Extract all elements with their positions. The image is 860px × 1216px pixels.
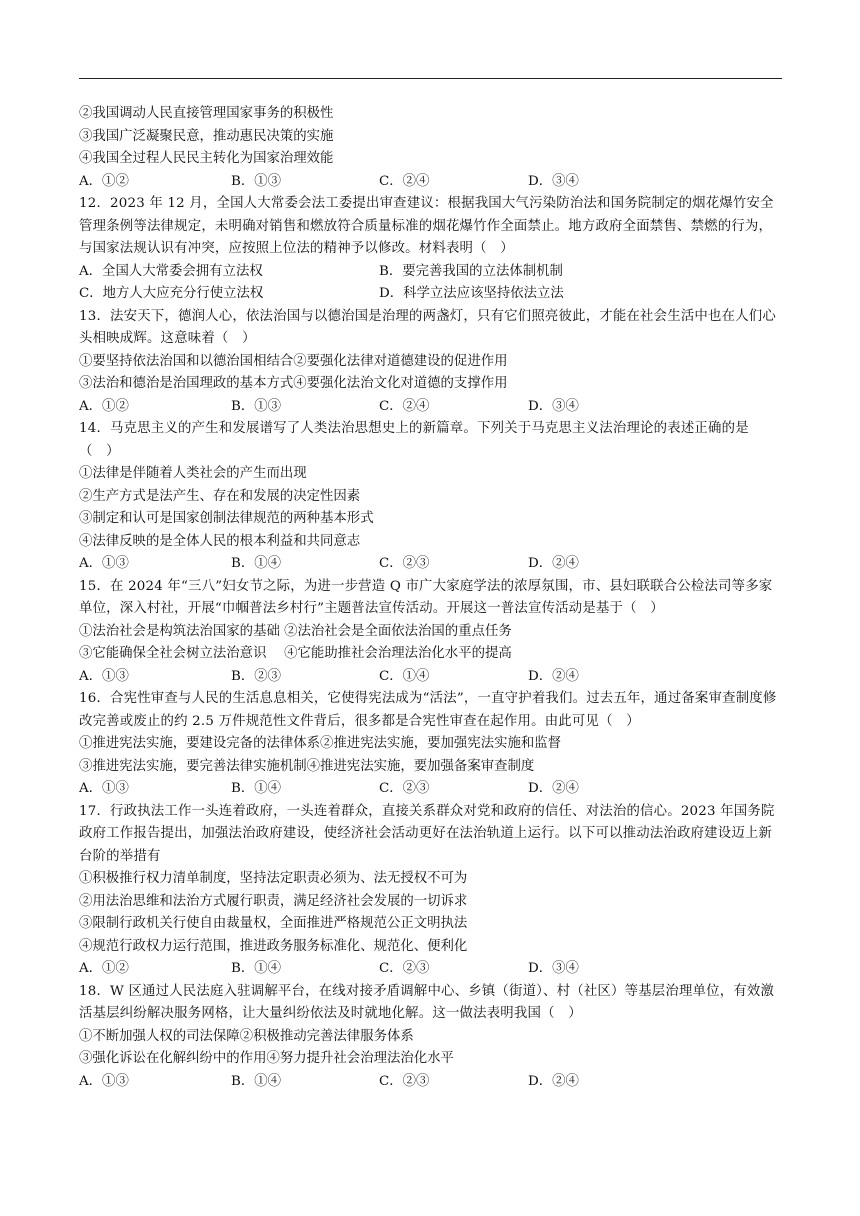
header-rule: [79, 78, 782, 79]
statement: ②我国调动人民直接管理国家事务的积极性: [79, 106, 334, 121]
question-stem: 17．行政执法工作一头连着政府，一头连着群众，直接关系群众对党和政府的信任、对法治的信心。2023 年国务院政府工作报告提出，加强法治政府建设，使经济社会活动更好在法治轨道上运行。以下可以推动法治政府建设迈上新台阶的举措有: [79, 803, 775, 864]
option-d[interactable]: D．②④: [528, 556, 579, 571]
answer-options: [79, 171, 782, 194]
statement: ①积极推行权力清单制度，坚持法定职责必须为、法无授权不可为: [79, 871, 468, 886]
question-stem: 12．2023 年 12 月，全国人大常委会法工委提出审查建议：根据我国大气污染防治法和国务院制定的烟花爆竹安全管理条例等法律规定，未明确对销售和燃放符合质量标准的烟花爆竹作全面禁止。地方政府全面禁售、禁燃的行为，与国家法规认识有冲突，应按照上位法的精神予以修改。材料表明（ ）: [79, 196, 774, 256]
answer-options: [79, 958, 782, 981]
option-a[interactable]: A．①③: [79, 668, 129, 684]
question-14: [79, 418, 782, 576]
question-stem: 13．法安天下，德润人心，依法治国与以德治国是治理的两盏灯，只有它们照亮彼此，才能在社会生活中也在人们心头相映成辉。这意味着（ ）: [79, 308, 776, 346]
option-b[interactable]: B．①④: [231, 781, 282, 796]
statement: ③制定和认可是国家创制法律规范的两种基本形式: [79, 511, 374, 526]
statement: ①推进宪法实施，要建设完备的法律体系②推进宪法实施，要加强宪法实施和监督: [79, 736, 562, 751]
option-d[interactable]: D．②④: [528, 1073, 579, 1089]
question-18: [79, 981, 782, 1094]
statement: ④规范行政权力运行范围，推进政务服务标准化、规范化、便利化: [79, 938, 468, 954]
option-d[interactable]: D．③④: [528, 173, 579, 189]
option-b[interactable]: B．①③: [231, 173, 282, 189]
question-16: [79, 688, 782, 801]
answer-options-row-2: [79, 283, 782, 306]
question-stem: 16．合宪性审查与人民的生活息息相关，它使得宪法成为“活法”，一直守护着我们。过去五年，通过备案审查制度修改完善或废止的约 2.5 万件规范性文件背后，很多都是合宪性审查在起作用。由此可见（ ）: [79, 691, 777, 729]
statement: ①法治社会是构筑法治国家的基础 ②法治社会是全面依法治国的重点任务: [79, 623, 512, 639]
option-b[interactable]: B．②③: [231, 668, 282, 684]
statement: ②用法治思维和法治方式履行职责，满足经济社会发展的一切诉求: [79, 893, 468, 909]
option-b[interactable]: B．①③: [231, 398, 282, 414]
option-d[interactable]: D．③④: [528, 961, 579, 976]
option-d[interactable]: D．③④: [528, 398, 579, 414]
question-15: [79, 576, 782, 689]
statement: ②生产方式是法产生、存在和发展的决定性因素: [79, 488, 361, 504]
option-b[interactable]: B．①④: [231, 556, 282, 571]
statement: ③我国广泛凝聚民意，推动惠民决策的实施: [79, 128, 334, 144]
statement: ①不断加强人权的司法保障②积极推动完善法律服务体系: [79, 1028, 414, 1044]
statement: ③推进宪法实施，要完善法律实施机制④推进宪法实施，要加强备案审查制度: [79, 758, 535, 774]
option-b[interactable]: B．要完善我国的立法体制机制: [379, 263, 563, 279]
answer-options: [79, 396, 782, 419]
option-c[interactable]: C．②③: [379, 781, 430, 796]
answer-options: [79, 553, 782, 576]
statement: ③强化诉讼在化解纠纷中的作用④努力提升社会治理法治化水平: [79, 1051, 454, 1066]
option-d[interactable]: D．②④: [528, 781, 579, 796]
option-a[interactable]: A．①②: [79, 173, 129, 189]
exam-content: [79, 103, 782, 1093]
answer-options: [79, 666, 782, 689]
answer-options-row-1: [79, 261, 782, 284]
option-c[interactable]: C．②③: [379, 1073, 430, 1089]
question-12: [79, 193, 782, 306]
statement: ①要坚持依法治国和以德治国相结合②要强化法律对道德建设的促进作用: [79, 353, 508, 369]
option-b[interactable]: B．①④: [231, 961, 282, 976]
option-a[interactable]: A．①②: [79, 961, 129, 976]
question-stem: 15．在 2024 年“三八”妇女节之际，为进一步营造 Q 市广大家庭学法的浓厚氛围，市、县妇联联合公检法司等多家单位，深入村社，开展“巾帼普法乡村行”主题普法宣传活动。开展这一普法宣传活动是基于（ ）: [79, 578, 773, 616]
option-a[interactable]: A．①③: [79, 781, 129, 796]
option-c[interactable]: C．②③: [379, 556, 430, 571]
question-11-tail: [79, 103, 782, 193]
question-13: [79, 306, 782, 419]
question-stem: 18．W 区通过人民法庭入驻调解平台，在线对接矛盾调解中心、乡镇（街道）、村（社区）等基层治理单位，有效激活基层纠纷解决服务网格，让大量纠纷依法及时就地化解。这一做法表明我国（ ）: [79, 983, 775, 1021]
option-b[interactable]: B．①④: [231, 1073, 282, 1089]
option-c[interactable]: C．地方人大应充分行使立法权: [79, 286, 264, 301]
statement: ③限制行政机关行使自由裁量权，全面推进严格规范公正文明执法: [79, 916, 468, 931]
statement: ④法律反映的是全体人民的根本利益和共同意志: [79, 533, 361, 549]
option-d[interactable]: D．科学立法应该坚持依法立法: [379, 286, 564, 301]
option-c[interactable]: C．②③: [379, 961, 430, 976]
option-a[interactable]: A．全国人大常委会拥有立法权: [79, 263, 263, 279]
answer-options: [79, 1071, 782, 1094]
statement: ③它能确保全社会树立法治意识 ④它能助推社会治理法治化水平的提高: [79, 646, 512, 661]
option-a[interactable]: A．①②: [79, 398, 129, 414]
statement: ③法治和德治是治国理政的基本方式④要强化法治文化对道德的支撑作用: [79, 376, 508, 391]
statement: ④我国全过程人民民主转化为国家治理效能: [79, 151, 334, 166]
question-stem: 14．马克思主义的产生和发展谱写了人类法治思想史上的新篇章。下列关于马克思主义法治理论的表述正确的是（ ）: [79, 421, 749, 459]
option-a[interactable]: A．①③: [79, 1073, 129, 1089]
option-a[interactable]: A．①③: [79, 556, 129, 571]
option-c[interactable]: C．①④: [379, 668, 430, 684]
answer-options: [79, 778, 782, 801]
option-c[interactable]: C．②④: [379, 398, 430, 414]
option-d[interactable]: D．②④: [528, 668, 579, 684]
statement: ①法律是伴随着人类社会的产生而出现: [79, 466, 307, 481]
question-17: [79, 801, 782, 981]
option-c[interactable]: C．②④: [379, 173, 430, 189]
